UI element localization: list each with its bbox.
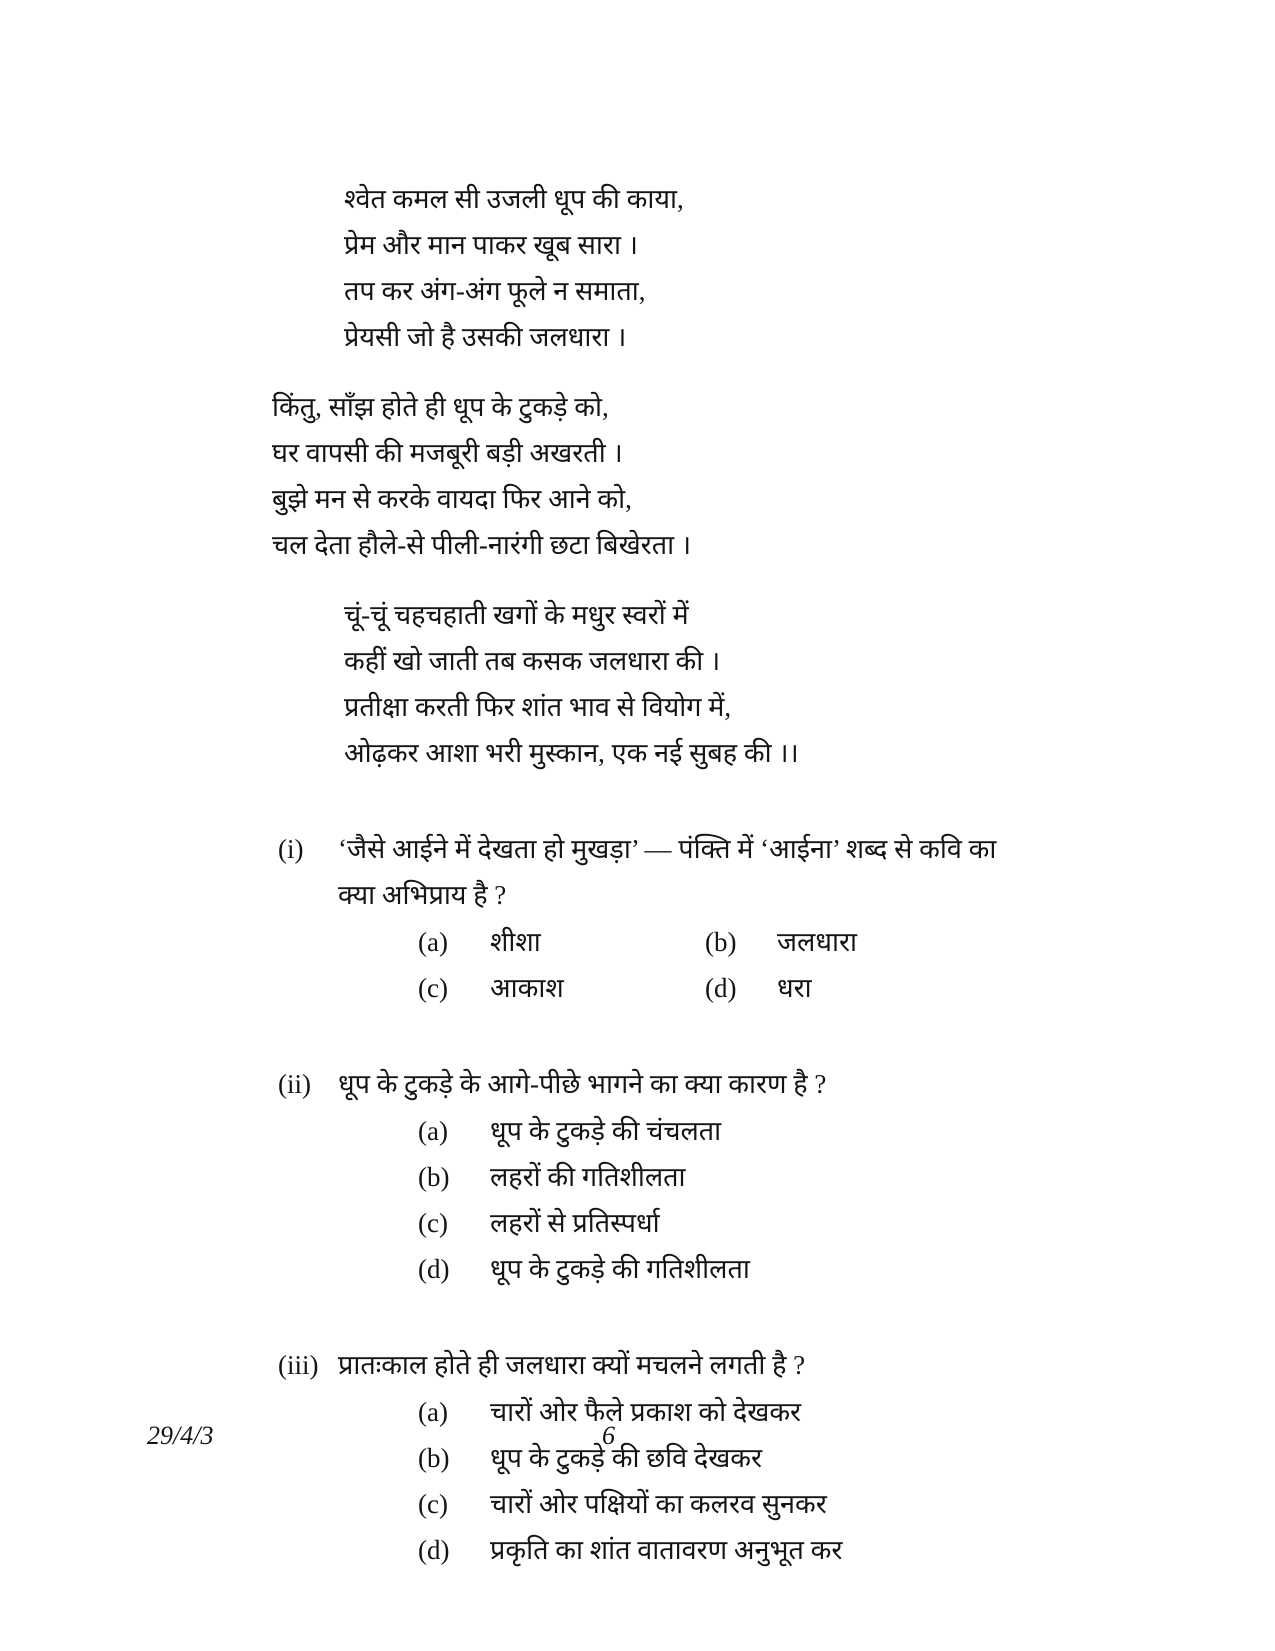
- option-b: [418, 1154, 1020, 1200]
- question-body: [338, 1342, 1020, 1573]
- poem-line: श्वेत कमल सी उजली धूप की काया,: [344, 184, 684, 214]
- question-i: [272, 826, 1020, 1011]
- option-text: धूप के टुकड़े की गतिशीलता: [490, 1254, 750, 1284]
- poem-line: कहीं खो जाती तब कसक जलधारा की ।: [344, 646, 721, 676]
- option-label: (a): [418, 927, 448, 957]
- poem-line: चल देता हौले-से पीली-नारंगी छटा बिखेरता ।: [272, 530, 692, 560]
- poem-passage: [272, 176, 1020, 776]
- poem-line: ओढ़कर आशा भरी मुस्कान, एक नई सुबह की ।।: [344, 738, 799, 768]
- option-text: धरा: [777, 973, 812, 1003]
- question-ii: [272, 1061, 1020, 1292]
- questions-section: [272, 826, 1020, 1573]
- option-label: (b): [705, 927, 737, 957]
- question-text: ‘जैसे आईने में देखता हो मुखड़ा’ — पंक्ति में ‘आईना’ शब्द से कवि का क्या अभिप्राय है ?: [338, 834, 997, 910]
- option-label: (c): [418, 973, 448, 1003]
- question-body: [338, 1061, 1020, 1292]
- paper-code: 29/4/3: [147, 1421, 214, 1450]
- question-number: (i): [278, 834, 304, 864]
- question-body: [338, 826, 1020, 1011]
- option-label: (d): [418, 1535, 450, 1565]
- page-footer: [0, 1416, 1275, 1456]
- option-text: चारों ओर फैले प्रकाश को देखकर: [490, 1397, 802, 1427]
- option-text: लहरों से प्रतिस्पर्धा: [490, 1208, 660, 1238]
- option-label: (b): [418, 1443, 450, 1473]
- option-text: शीशा: [490, 927, 541, 957]
- poem-line: घर वापसी की मजबूरी बड़ी अखरती ।: [272, 438, 623, 468]
- option-b: [705, 919, 1020, 965]
- poem-line: तप कर अंग-अंग फूले न समाता,: [344, 276, 646, 306]
- option-text: जलधारा: [777, 927, 857, 957]
- poem-line: प्रतीक्षा करती फिर शांत भाव से वियोग में,: [344, 692, 732, 722]
- option-label: (a): [418, 1397, 448, 1427]
- option-d: [705, 965, 1020, 1011]
- poem-line: किंतु, साँझ होते ही धूप के टुकड़े को,: [272, 392, 609, 422]
- question-number: (iii): [278, 1350, 319, 1380]
- option-label: (d): [418, 1254, 450, 1284]
- option-a: [418, 919, 705, 965]
- option-d: [418, 1246, 1020, 1292]
- options-list: [338, 1108, 1020, 1292]
- poem-line: चूं-चूं चहचहाती खगों के मधुर स्वरों में: [344, 600, 689, 630]
- option-label: (a): [418, 1116, 448, 1146]
- option-d: [418, 1527, 1020, 1573]
- question-text: धूप के टुकड़े के आगे-पीछे भागने का क्या कारण है ?: [338, 1069, 827, 1099]
- option-label: (b): [418, 1162, 450, 1192]
- option-text: धूप के टुकड़े की छवि देखकर: [490, 1443, 763, 1473]
- question-iii: [272, 1342, 1020, 1573]
- option-label: (d): [705, 973, 737, 1003]
- option-label: (c): [418, 1208, 448, 1238]
- question-text: प्रातःकाल होते ही जलधारा क्यों मचलने लगती है ?: [338, 1350, 806, 1380]
- option-text: धूप के टुकड़े की चंचलता: [490, 1116, 722, 1146]
- option-c: [418, 1481, 1020, 1527]
- poem-stanza-2: [272, 384, 1020, 568]
- page-number: 6: [602, 1421, 615, 1450]
- option-text: चारों ओर पक्षियों का कलरव सुनकर: [490, 1489, 827, 1519]
- poem-line: बुझे मन से करके वायदा फिर आने को,: [272, 484, 632, 514]
- question-number: (ii): [278, 1069, 311, 1099]
- poem-line: प्रेयसी जो है उसकी जलधारा ।: [344, 322, 627, 352]
- option-c: [418, 965, 705, 1011]
- poem-stanza-3: [344, 592, 1020, 776]
- option-c: [418, 1200, 1020, 1246]
- poem-line: प्रेम और मान पाकर खूब सारा ।: [344, 230, 638, 260]
- poem-stanza-1: [344, 176, 1020, 360]
- option-text: प्रकृति का शांत वातावरण अनुभूत कर: [490, 1535, 843, 1565]
- option-text: लहरों की गतिशीलता: [490, 1162, 686, 1192]
- page-content: [272, 176, 1020, 1573]
- option-label: (c): [418, 1489, 448, 1519]
- option-text: आकाश: [490, 973, 564, 1003]
- option-a: [418, 1108, 1020, 1154]
- options-list: [418, 919, 1020, 1011]
